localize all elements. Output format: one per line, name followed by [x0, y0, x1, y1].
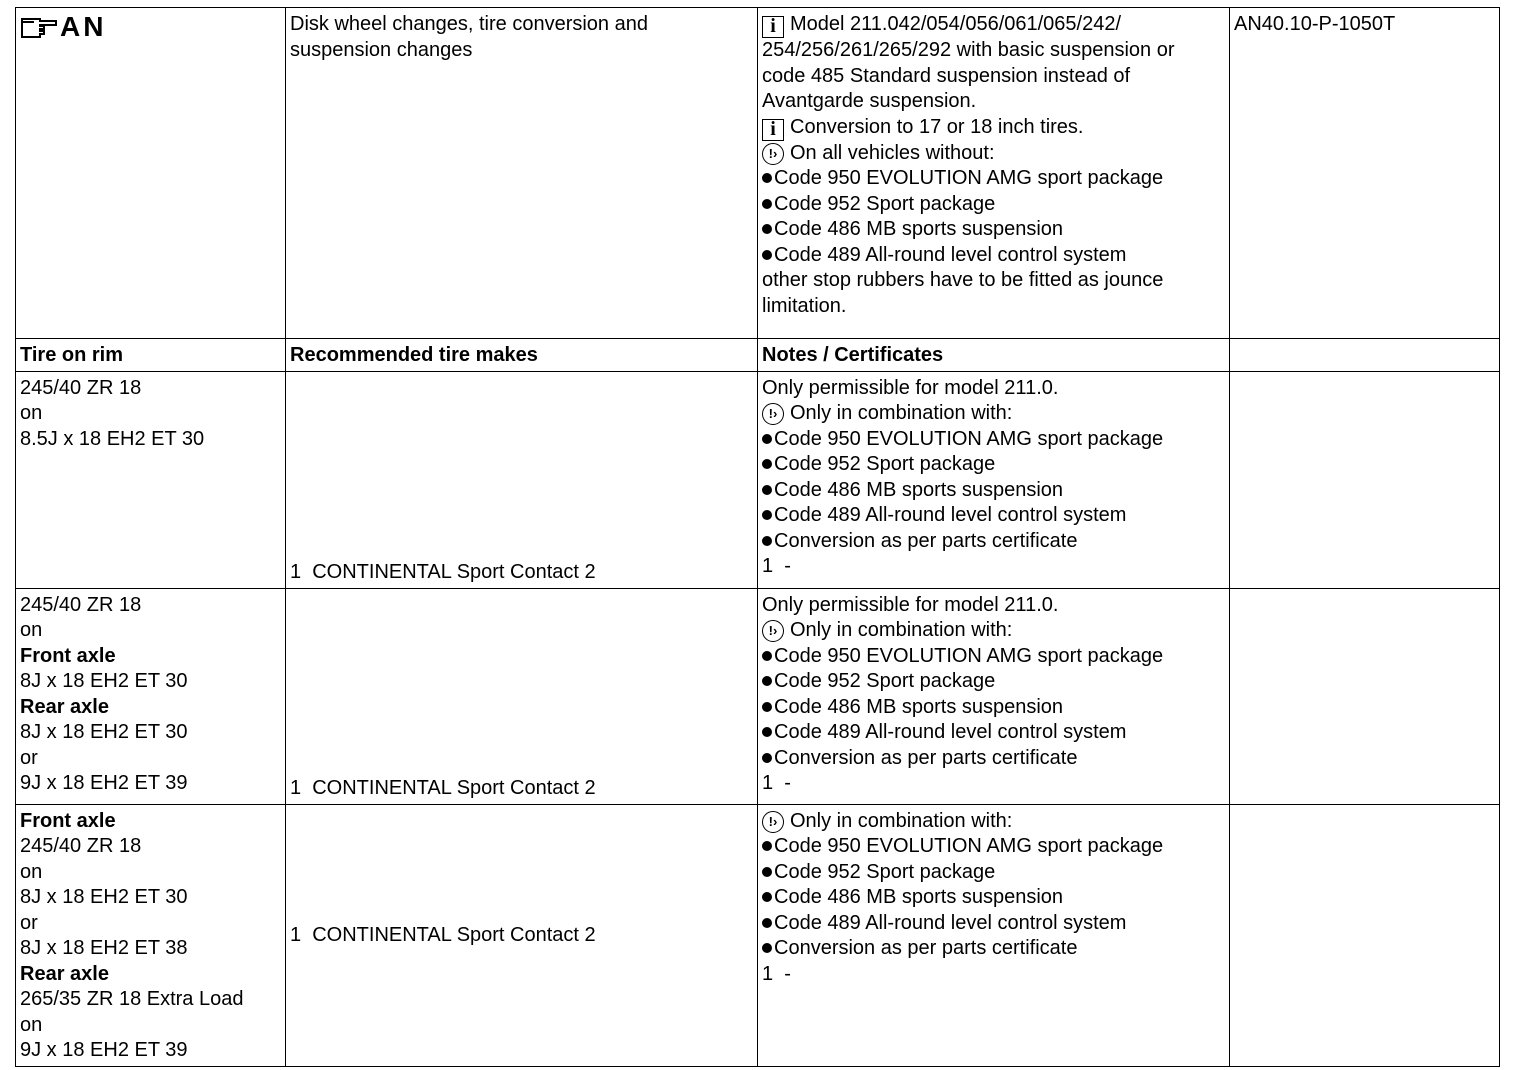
- note-line: [762, 115, 1225, 141]
- warning-icon: !›: [762, 620, 784, 642]
- warning-icon: !›: [762, 143, 784, 165]
- note-text: Code 950 EVOLUTION AMG sport package: [774, 427, 1164, 450]
- info-icon: i: [762, 119, 784, 141]
- note-text: Avantgarde suspension.: [762, 90, 977, 112]
- extra-cell: [1230, 804, 1500, 1066]
- note-line: [762, 452, 1225, 478]
- note-text: Conversion as per parts certificate: [774, 529, 1078, 552]
- note-text: Code 952 Sport package: [774, 860, 996, 883]
- tire-spec-line: 8J x 18 EH2 ET 30: [20, 886, 188, 908]
- tire-cell: [16, 588, 286, 804]
- note-text: 1 -: [762, 555, 791, 577]
- header-row: [16, 8, 1500, 339]
- bullet-icon: [762, 867, 772, 877]
- extra-cell: [1230, 371, 1500, 588]
- note-text: Code 486 MB sports suspension: [774, 695, 1064, 718]
- table-row: [16, 371, 1500, 588]
- tire-make-cell: [286, 588, 758, 804]
- note-text: limitation.: [762, 294, 847, 317]
- note-line: [762, 294, 1225, 320]
- column-header-makes: Recommended tire makes: [286, 339, 758, 372]
- note-line: [762, 644, 1225, 670]
- tire-make: 1 CONTINENTAL Sport Contact 2: [290, 924, 596, 947]
- notes-cell: [758, 371, 1230, 588]
- note-line: [762, 217, 1225, 243]
- table-row: [16, 588, 1500, 804]
- note-line: [762, 243, 1225, 269]
- note-text: Code 486 MB sports suspension: [774, 478, 1064, 501]
- note-line: [762, 376, 1225, 402]
- pointing-hand-icon: [20, 16, 58, 38]
- tire-spec-line: 8J x 18 EH2 ET 30: [20, 721, 188, 743]
- tire-spec-line: 245/40 ZR 18: [20, 593, 142, 616]
- bullet-icon: [762, 173, 772, 183]
- marker-cell: [16, 8, 286, 339]
- note-text: Code 950 EVOLUTION AMG sport package: [774, 644, 1164, 667]
- note-line: [762, 936, 1225, 962]
- note-text: Only permissible for model 211.0.: [762, 593, 1059, 616]
- tire-spec-line: 8J x 18 EH2 ET 38: [20, 937, 188, 959]
- tire-make-cell: [286, 371, 758, 588]
- bullet-icon: [762, 199, 772, 209]
- axle-label: Rear axle: [20, 695, 109, 718]
- table-row: [16, 804, 1500, 1066]
- note-line: [762, 268, 1225, 294]
- note-line: [762, 593, 1225, 619]
- note-line: [762, 89, 1225, 115]
- note-text: 1 -: [762, 962, 791, 985]
- notes-cell: [758, 588, 1230, 804]
- note-line: [762, 166, 1225, 192]
- note-text: code 485 Standard suspension instead of: [762, 64, 1131, 87]
- tire-make: 1 CONTINENTAL Sport Contact 2: [290, 777, 596, 799]
- warning-icon: !›: [762, 403, 784, 425]
- note-line: [762, 141, 1225, 167]
- warning-icon: !›: [762, 811, 784, 833]
- note-text: Code 952 Sport package: [774, 453, 996, 475]
- bullet-icon: [762, 943, 772, 953]
- note-line: [762, 401, 1225, 427]
- document-id: AN40.10-P-1050T: [1234, 13, 1396, 35]
- note-text: other stop rubbers have to be fitted as jounce: [762, 269, 1164, 291]
- note-line: [762, 554, 1225, 580]
- note-text: Code 950 EVOLUTION AMG sport package: [774, 835, 1164, 857]
- note-text: Only in combination with:: [790, 619, 1013, 641]
- note-text: Model 211.042/054/056/061/065/242/: [790, 13, 1122, 35]
- note-text: Only in combination with:: [790, 402, 1013, 424]
- note-line: [762, 809, 1225, 835]
- axle-label: Rear axle: [20, 962, 109, 985]
- tire-spec-line: 265/35 ZR 18 Extra Load: [20, 988, 244, 1010]
- tire-spec-line: 245/40 ZR 18: [20, 835, 142, 857]
- note-text: Only in combination with:: [790, 809, 1013, 832]
- note-text: Code 950 EVOLUTION AMG sport package: [774, 167, 1164, 189]
- note-text: 1 -: [762, 772, 791, 794]
- tire-spec-line: 9J x 18 EH2 ET 39: [20, 1039, 188, 1061]
- bullet-icon: [762, 459, 772, 469]
- note-line: [762, 834, 1225, 860]
- bullet-icon: [762, 702, 772, 712]
- axle-label: Front axle: [20, 809, 116, 832]
- note-line: [762, 746, 1225, 772]
- note-text: Code 486 MB sports suspension: [774, 218, 1064, 240]
- tire-spec-line: 245/40 ZR 18: [20, 376, 142, 399]
- bullet-icon: [762, 651, 772, 661]
- note-text: 254/256/261/265/292 with basic suspension or: [762, 39, 1175, 61]
- tire-spec-line: 8J x 18 EH2 ET 30: [20, 670, 188, 692]
- tire-spec-line: or: [20, 911, 38, 934]
- bullet-icon: [762, 918, 772, 928]
- note-text: On all vehicles without:: [790, 141, 995, 164]
- note-line: [762, 64, 1225, 90]
- tire-spec-line: 9J x 18 EH2 ET 39: [20, 772, 188, 794]
- tire-cell: [16, 804, 286, 1066]
- note-line: [762, 720, 1225, 746]
- title-cell: [286, 8, 758, 339]
- note-text: Only permissible for model 211.0.: [762, 376, 1059, 399]
- tire-spec-line: on: [20, 402, 43, 424]
- note-line: [762, 618, 1225, 644]
- note-text: Code 489 All-round level control system: [774, 243, 1127, 266]
- note-text: Code 952 Sport package: [774, 192, 996, 215]
- note-line: [762, 771, 1225, 797]
- note-line: [762, 478, 1225, 504]
- note-text: Code 486 MB sports suspension: [774, 886, 1064, 908]
- note-line: [762, 12, 1225, 38]
- bullet-icon: [762, 536, 772, 546]
- note-line: [762, 885, 1225, 911]
- note-line: [762, 695, 1225, 721]
- note-text: Code 489 All-round level control system: [774, 504, 1127, 526]
- note-line: [762, 962, 1225, 988]
- note-text: Code 489 All-round level control system: [774, 911, 1127, 934]
- bullet-icon: [762, 485, 772, 495]
- note-line: [762, 911, 1225, 937]
- note-line: [762, 669, 1225, 695]
- tire-spec-line: on: [20, 619, 43, 641]
- note-line: [762, 529, 1225, 555]
- bullet-icon: [762, 753, 772, 763]
- tire-make-cell: [286, 804, 758, 1066]
- header-notes-cell: [758, 8, 1230, 339]
- note-text: Conversion to 17 or 18 inch tires.: [790, 115, 1084, 138]
- tire-spec-line: or: [20, 746, 38, 769]
- bullet-icon: [762, 510, 772, 520]
- bullet-icon: [762, 434, 772, 444]
- column-header-extra: [1230, 339, 1500, 372]
- axle-label: Front axle: [20, 644, 116, 667]
- note-text: Code 952 Sport package: [774, 670, 996, 692]
- document-title: Disk wheel changes, tire conversion and suspension changes: [290, 13, 648, 61]
- bullet-icon: [762, 250, 772, 260]
- tire-specification-table: [15, 7, 1500, 1067]
- marker-text: AN: [60, 11, 107, 42]
- note-line: [762, 860, 1225, 886]
- bullet-icon: [762, 676, 772, 686]
- tire-spec-line: 8.5J x 18 EH2 ET 30: [20, 427, 205, 450]
- note-text: Conversion as per parts certificate: [774, 746, 1078, 769]
- info-icon: i: [762, 16, 784, 38]
- note-line: [762, 38, 1225, 64]
- note-text: Code 489 All-round level control system: [774, 721, 1127, 743]
- bullet-icon: [762, 727, 772, 737]
- tire-spec-line: on: [20, 1013, 43, 1036]
- tire-cell: [16, 371, 286, 588]
- section-marker: [20, 11, 106, 42]
- column-header-tire: Tire on rim: [16, 339, 286, 372]
- bullet-icon: [762, 224, 772, 234]
- column-header-notes: Notes / Certificates: [758, 339, 1230, 372]
- bullet-icon: [762, 892, 772, 902]
- column-header-row: [16, 339, 1500, 372]
- note-text: Conversion as per parts certificate: [774, 937, 1078, 959]
- note-line: [762, 503, 1225, 529]
- note-line: [762, 192, 1225, 218]
- notes-cell: [758, 804, 1230, 1066]
- doc-id-cell: [1230, 8, 1500, 339]
- extra-cell: [1230, 588, 1500, 804]
- tire-make: 1 CONTINENTAL Sport Contact 2: [290, 561, 596, 583]
- bullet-icon: [762, 841, 772, 851]
- tire-spec-line: on: [20, 860, 43, 883]
- note-line: [762, 427, 1225, 453]
